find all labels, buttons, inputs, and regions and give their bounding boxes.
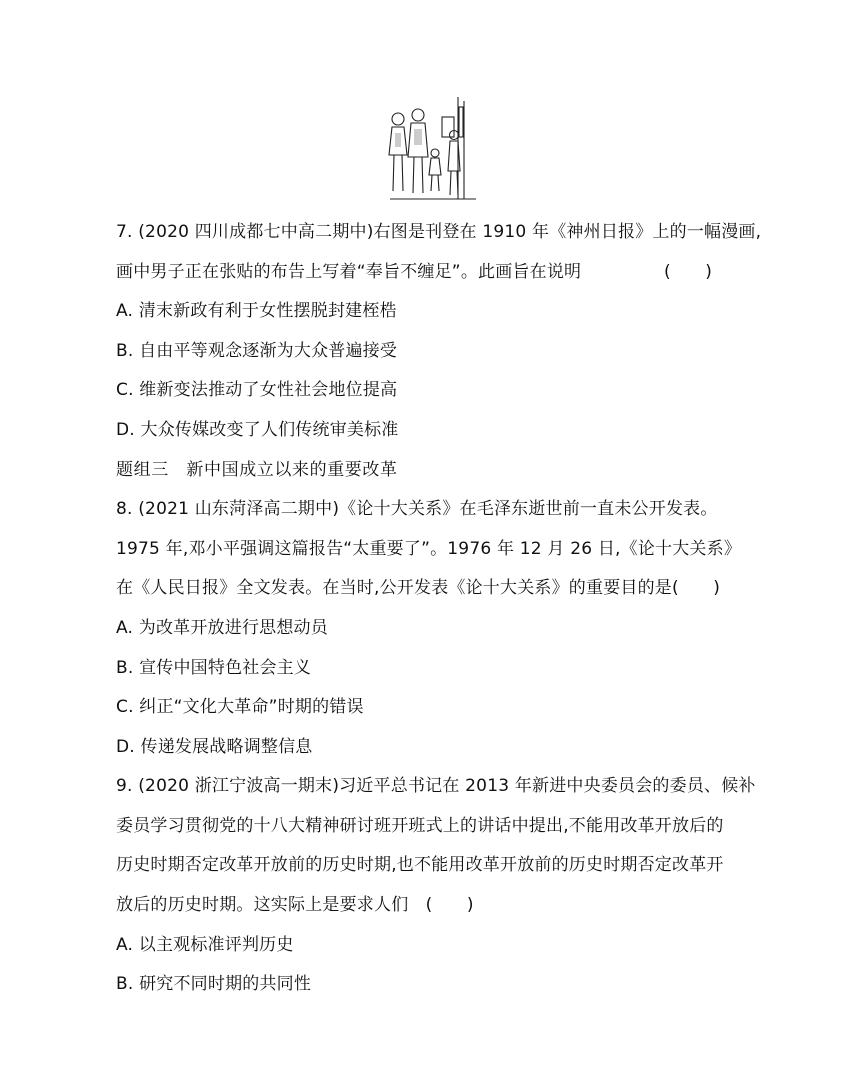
q9-option-b: B. 研究不同时期的共同性 [116, 974, 312, 994]
q9-option-a: A. 以主观标准评判历史 [116, 935, 294, 955]
q9-stem-line-2: 委员学习贯彻党的十八大精神研讨班开班式上的讲话中提出,不能用改革开放后的 [116, 816, 724, 836]
q7-stem-line-2: 画中男子正在张贴的布告上写着“奉旨不缠足”。此画旨在说明 [116, 262, 582, 282]
q7-stem-line-1: 7. (2020 四川成都七中高二期中)右图是刊登在 1910 年《神州日报》上的一幅漫画, [116, 222, 762, 242]
q8-option-b: B. 宣传中国特色社会主义 [116, 658, 312, 678]
q7-option-a: A. 清末新政有利于女性摆脱封建桎梏 [116, 301, 397, 321]
q7-option-d: D. 大众传媒改变了人们传统审美标准 [116, 420, 399, 440]
q8-option-c: C. 纠正“文化大革命”时期的错误 [116, 697, 364, 717]
q8-stem-line-2: 1975 年,邓小平强调这篇报告“太重要了”。1976 年 12 月 26 日,《论十大关系》 [116, 539, 742, 559]
q7-answer-blank: ( ) [664, 262, 713, 282]
q7-option-b: B. 自由平等观念逐渐为大众普遍接受 [116, 341, 398, 361]
cartoon-illustration [380, 95, 478, 205]
q9-stem-line-1: 9. (2020 浙江宁波高一期末)习近平总书记在 2013 年新进中央委员会的委员、候补 [116, 776, 756, 796]
q9-stem-line-4: 放后的历史时期。这实际上是要求人们 ( ) [116, 895, 474, 915]
q8-stem-line-1: 8. (2021 山东菏泽高二期中)《论十大关系》在毛泽东逝世前一直未公开发表。 [116, 499, 718, 519]
q9-stem-line-3: 历史时期否定改革开放前的历史时期,也不能用改革开放前的历史时期否定改革开 [116, 855, 724, 875]
q8-stem-line-3: 在《人民日报》全文发表。在当时,公开发表《论十大关系》的重要目的是( ) [116, 578, 721, 598]
section-title: 题组三 新中国成立以来的重要改革 [116, 460, 398, 480]
q8-option-a: A. 为改革开放进行思想动员 [116, 618, 328, 638]
q7-option-c: C. 维新变法推动了女性社会地位提高 [116, 380, 398, 400]
q8-option-d: D. 传递发展战略调整信息 [116, 737, 313, 757]
